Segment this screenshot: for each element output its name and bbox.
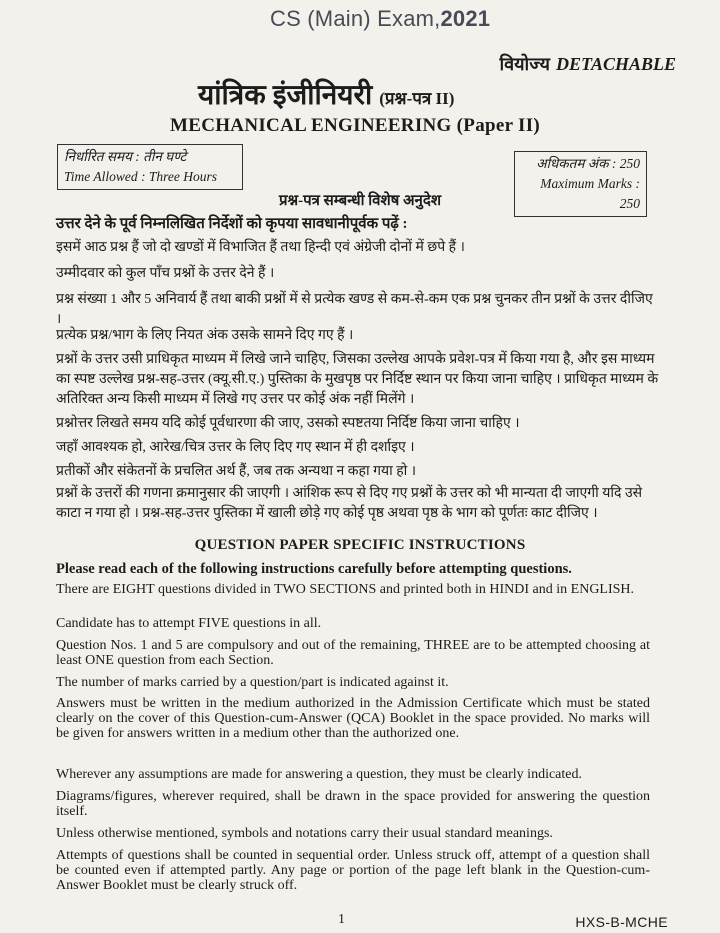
exam-year: 2021 [440,6,491,31]
english-item: There are EIGHT questions divided in TWO SECTIONS and printed both in HINDI and in ENGLISH. [56,582,635,597]
english-item: Wherever any assumptions are made for answering a question, they must be clearly indicated. [56,767,582,782]
hindi-instructions-lead: उत्तर देने के पूर्व निम्नलिखित निर्देशों को कृपया सावधानीपूर्वक पढ़ें : [56,216,408,232]
page-number: 1 [338,912,345,927]
exam-stamp [270,6,490,32]
english-instructions-heading: QUESTION PAPER SPECIFIC INSTRUCTIONS [194,537,526,553]
time-allowed-box [57,144,243,190]
hindi-item: प्रश्नों के उत्तरों की गणना क्रमानुसार की जाएगी । आंशिक रूप से दिए गए प्रश्नों के उत्तर को भी मान्यता दी जाएगी यदि उसे काटा न गया हो । प्रश्न-सह-उत्तर पुस्तिका में खाली छोड़े गए कोई पृष्ठ अथवा पृष्ठ के भाग को पूर्णतः काट दीजिए । [56,486,643,521]
title-hindi [198,75,454,113]
hindi-item: इसमें आठ प्रश्न हैं जो दो खण्डों में विभाजित हैं तथा हिन्दी एवं अंग्रेजी दोनों में छपे हैं । [56,240,465,255]
english-item: Unless otherwise mentioned, symbols and notations carry their usual standard meanings. [56,826,553,841]
time-english: Time Allowed : Three Hours [64,169,218,184]
hindi-item: उम्मीदवार को कुल पाँच प्रश्नों के उत्तर देने हैं । [56,266,275,281]
marks-hindi: अधिकतम अंक : 250 [536,156,640,171]
hindi-item: प्रश्नों के उत्तर उसी प्राधिकृत माध्यम में लिखे जाने चाहिए, जिसका उल्लेख आपके प्रवेश-पत्र में किया गया है, और इस माध्यम का स्पष्ट उल्लेख प्रश्न-सह-उत्तर (क्यू.सी.ए.) पुस्तिका के मुखपृष्ठ पर निर्दिष्ट स्थान पर किया जाना चाहिए । प्राधिकृत माध्यम के अतिरिक्त अन्य किसी माध्यम में लिखे गए उत्तर पर कोई अंक नहीं मिलेंगे । [56,352,659,407]
paper-code: HXS-B-MCHE [575,914,668,930]
hindi-item: प्रश्न संख्या 1 और 5 अनिवार्य हैं तथा बाकी प्रश्नों में से प्रत्येक खण्ड से कम-से-कम एक प्रश्न चुनकर तीन प्रश्नों के उत्तर दीजिए । [56,292,653,327]
title-hindi-paper: (प्रश्न-पत्र II) [379,89,455,108]
title-hindi-text: यांत्रिक इंजीनियरी [198,80,373,111]
time-hindi: निर्धारित समय : तीन घण्टे [64,149,187,164]
hindi-item: प्रत्येक प्रश्न/भाग के लिए नियत अंक उसके सामने दिए गए हैं । [56,328,354,343]
english-item: Answers must be written in the medium authorized in the Admission Certificate which must be stated clearly on the cover of this Question-cum-Answer (QCA) Booklet in the space provided. No marks will be given for answers written in a medium other than the authorized one. [56,696,650,741]
detachable-hindi: वियोज्य [499,54,550,74]
english-item: The number of marks carried by a question/part is indicated against it. [56,675,449,690]
hindi-item: प्रश्नोत्तर लिखते समय यदि कोई पूर्वधारणा की जाए, उसको स्पष्टतया निर्दिष्ट किया जाना चाहिए । [56,416,520,431]
english-item: Diagrams/figures, wherever required, shall be drawn in the space provided for answering the question itself. [56,789,650,819]
hindi-item: जहाँ आवश्यक हो, आरेख/चित्र उत्तर के लिए दिए गए स्थान में ही दर्शाइए । [56,440,415,455]
english-item: Candidate has to attempt FIVE questions in all. [56,616,322,631]
title-english: MECHANICAL ENGINEERING (Paper II) [170,115,541,136]
exam-name: CS (Main) Exam, [270,6,441,31]
hindi-instructions-heading: प्रश्न-पत्र सम्बन्धी विशेष अनुदेश [278,193,442,209]
detachable-label [499,52,676,76]
english-item: Attempts of questions shall be counted in sequential order. Unless struck off, attempt of a question shall be counted even if attempted partly. Any page or portion of the page left blank in the Question-cum-Answer Booklet must be clearly struck off. [56,848,650,893]
english-item: Question Nos. 1 and 5 are compulsory and out of the remaining, THREE are to be attempted choosing at least ONE question from each Section. [56,638,650,668]
marks-english: Maximum Marks : 250 [540,176,640,211]
english-instructions-lead: Please read each of the following instructions carefully before attempting questions. [56,561,572,577]
detachable-english: DETACHABLE [555,54,676,74]
hindi-item: प्रतीकों और संकेतनों के प्रचलित अर्थ हैं, जब तक अन्यथा न कहा गया हो । [56,464,417,479]
